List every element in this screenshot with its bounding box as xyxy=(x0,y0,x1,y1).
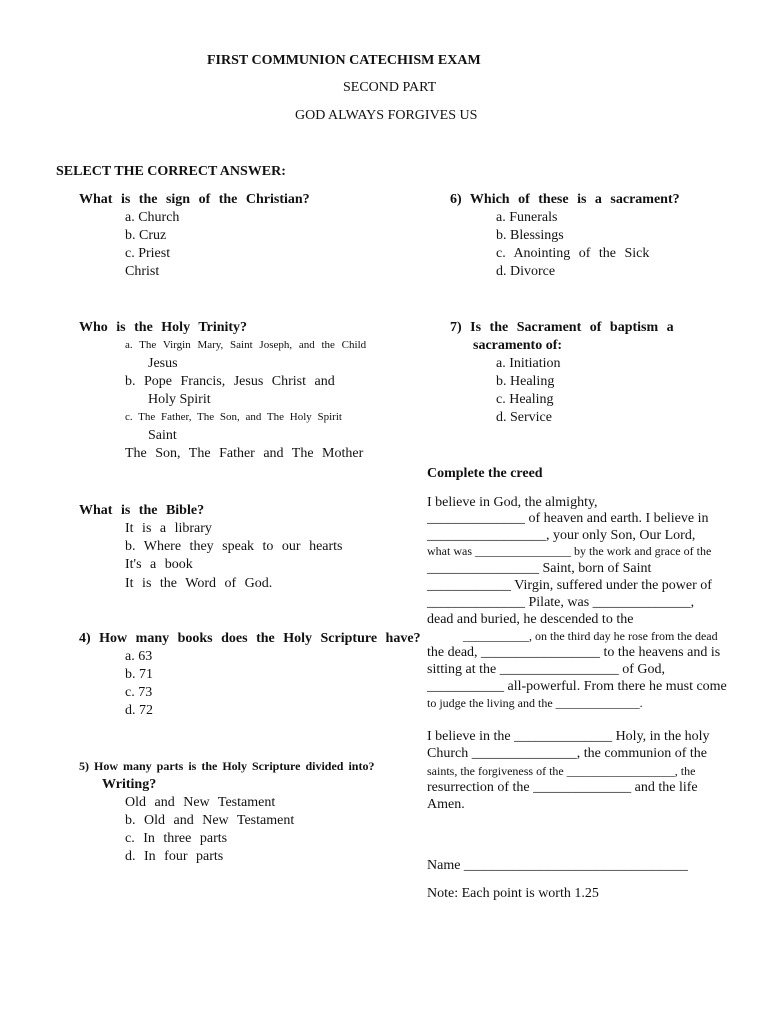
q4-option-a: a. 63 xyxy=(125,649,153,664)
q3-option-c: It's a book xyxy=(125,557,193,572)
q7-option-d: d. Service xyxy=(496,410,552,425)
scoring-note: Note: Each point is worth 1.25 xyxy=(427,886,599,901)
q5-option-d: d. In four parts xyxy=(125,849,224,864)
q2-option-a-line2: Jesus xyxy=(148,356,178,371)
creed-line-8: dead and buried, he descended to the xyxy=(427,612,634,627)
q7-question-line1: 7) Is the Sacrament of baptism a xyxy=(450,320,674,335)
q5-question-line2: Writing? xyxy=(102,777,157,792)
creed-line-3: _________________, your only Son, Our Lord, xyxy=(427,528,696,543)
creed-line-15: Church _______________, the communion of the xyxy=(427,746,707,761)
q2-option-c-line2: Saint xyxy=(148,428,177,443)
q3-option-d: It is the Word of God. xyxy=(125,576,273,591)
exam-subtitle: GOD ALWAYS FORGIVES US xyxy=(295,108,478,123)
q6-option-d: d. Divorce xyxy=(496,264,556,279)
creed-line-11: sitting at the _________________ of God, xyxy=(427,662,665,677)
creed-line-10: the dead, _________________ to the heavens and is xyxy=(427,645,721,660)
creed-line-7: ______________ Pilate, was ______________, xyxy=(427,595,695,610)
exam-part: SECOND PART xyxy=(343,80,437,95)
creed-line-9: ___________, on the third day he rose from the dead xyxy=(463,629,718,643)
q4-question: 4) How many books does the Holy Scripture have? xyxy=(79,631,421,646)
creed-line-17: resurrection of the ______________ and the life xyxy=(427,780,698,795)
q5-option-c: c. In three parts xyxy=(125,831,228,846)
q6-option-b: b. Blessings xyxy=(496,228,564,243)
q6-question: 6) Which of these is a sacrament? xyxy=(450,192,680,207)
creed-line-6: ____________ Virgin, suffered under the power of xyxy=(427,578,712,593)
q2-option-b-line1: b. Pope Francis, Jesus Christ and xyxy=(125,374,335,389)
q6-option-c: c. Anointing of the Sick xyxy=(496,246,650,261)
q2-option-b-line2: Holy Spirit xyxy=(148,392,211,407)
instruction: SELECT THE CORRECT ANSWER: xyxy=(56,164,286,179)
q2-question: Who is the Holy Trinity? xyxy=(79,320,248,335)
creed-line-12: ___________ all-powerful. From there he must come xyxy=(427,679,727,694)
name-field: Name ________________________________ xyxy=(427,858,688,873)
creed-line-5: ________________ Saint, born of Saint xyxy=(427,561,652,576)
q1-option-c: c. Priest xyxy=(125,246,171,261)
creed-line-16: saints, the forgiveness of the __________________, the xyxy=(427,764,696,778)
creed-line-14: I believe in the ______________ Holy, in the holy xyxy=(427,729,710,744)
q7-option-a: a. Initiation xyxy=(496,356,561,371)
q4-option-c: c. 73 xyxy=(125,685,153,700)
exam-title: FIRST COMMUNION CATECHISM EXAM xyxy=(207,53,481,68)
q4-option-b: b. 71 xyxy=(125,667,153,682)
q7-option-c: c. Healing xyxy=(496,392,554,407)
q1-option-b: b. Cruz xyxy=(125,228,167,243)
q4-option-d: d. 72 xyxy=(125,703,153,718)
q2-option-a-line1: a. The Virgin Mary, Saint Joseph, and the Child xyxy=(125,339,367,351)
creed-line-1: I believe in God, the almighty, xyxy=(427,495,598,510)
q2-option-d: The Son, The Father and The Mother xyxy=(125,446,364,461)
q3-option-a: It is a library xyxy=(125,521,212,536)
q7-option-b: b. Healing xyxy=(496,374,555,389)
creed-line-4: what was ________________ by the work and grace of the xyxy=(427,544,712,558)
q1-option-d: Christ xyxy=(125,264,160,279)
q6-option-a: a. Funerals xyxy=(496,210,558,225)
q5-option-b: b. Old and New Testament xyxy=(125,813,295,828)
q7-question-line2: sacramento of: xyxy=(473,338,563,353)
q2-option-c-line1: c. The Father, The Son, and The Holy Spirit xyxy=(125,411,342,423)
q3-question: What is the Bible? xyxy=(79,503,205,518)
creed-line-18: Amen. xyxy=(427,797,465,812)
q1-option-a: a. Church xyxy=(125,210,180,225)
q1-question: What is the sign of the Christian? xyxy=(79,192,310,207)
creed-line-2: ______________ of heaven and earth. I believe in xyxy=(427,511,709,526)
q3-option-b: b. Where they speak to our hearts xyxy=(125,539,343,554)
q5-question-line1: 5) How many parts is the Holy Scripture divided into? xyxy=(79,759,375,773)
creed-line-13: to judge the living and the ______________. xyxy=(427,696,643,710)
creed-heading: Complete the creed xyxy=(427,466,543,481)
q5-option-a: Old and New Testament xyxy=(125,795,276,810)
